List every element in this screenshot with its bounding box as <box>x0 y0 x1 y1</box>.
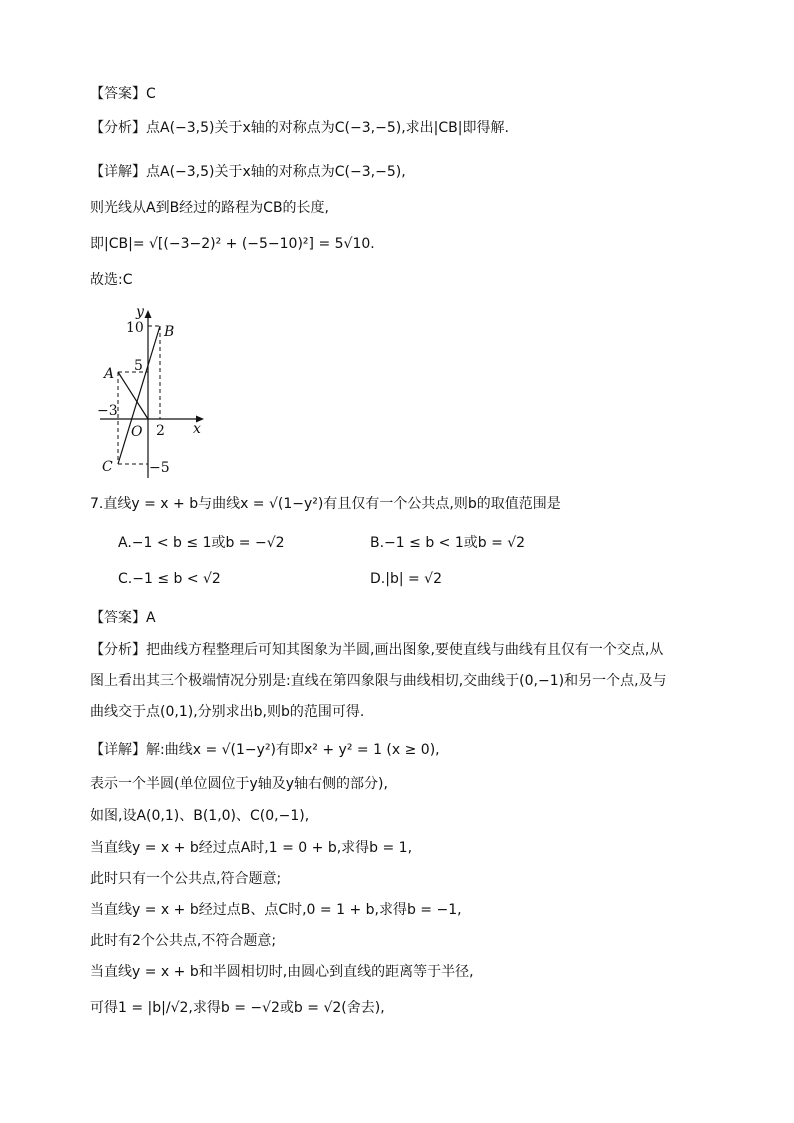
point-c-label: C <box>102 459 113 475</box>
q7-detail-3: 如图,设A(0,1)、B(1,0)、C(0,−1), <box>90 808 310 824</box>
q6-choose: 故选:C <box>90 272 133 288</box>
q7-option-d: D.|b| = √2 <box>370 571 443 587</box>
x-axis-label: x <box>193 421 201 437</box>
q7-analysis-2: 图上看出其三个极端情况分别是:直线在第四象限与曲线相切,交曲线于(0,−1)和另一个点,及与 <box>90 673 667 689</box>
y-axis-arrow <box>145 310 152 318</box>
q7-detail-8: 当直线y = x + b和半圆相切时,由圆心到直线的距离等于半径, <box>90 964 474 980</box>
segment-c-b <box>118 326 160 464</box>
point-b-label: B <box>164 324 175 340</box>
q7-analysis-3: 曲线交于点(0,1),分别求出b,则b的范围可得. <box>90 704 365 720</box>
q7-analysis-tag: 【分析】 <box>90 642 146 658</box>
q6-detail-3: 即|CB|= √[(−3−2)² + (−5−10)²] = 5√10. <box>90 236 375 252</box>
q7-detail-5: 此时只有一个公共点,符合题意; <box>90 871 282 887</box>
q6-detail-1 <box>90 162 406 182</box>
q7-option-a: A.−1 < b ≤ 1或b = −√2 <box>118 535 285 551</box>
q7-detail-2: 表示一个半圆(单位圆位于y轴及y轴右侧的部分), <box>90 776 388 792</box>
q7-detail-9: 可得1 = |b|/√2,求得b = −√2或b = √2(舍去), <box>90 1000 385 1016</box>
tick-2: 2 <box>156 423 165 439</box>
q7-detail-1 <box>90 740 440 760</box>
q6-answer: 【答案】C <box>90 86 156 102</box>
q7-analysis-1 <box>90 640 663 660</box>
y-axis-label: y <box>136 304 144 320</box>
q7-stem: 7.直线y = x + b与曲线x = √(1−y²)有且仅有一个公共点,则b的取值范围是 <box>90 496 561 512</box>
tick-neg3: −3 <box>97 403 118 419</box>
q6-detail-tag: 【详解】 <box>90 164 146 180</box>
q6-analysis-tag: 【分析】 <box>90 120 146 136</box>
q7-analysis-text-1: 把曲线方程整理后可知其图象为半圆,画出图象,要使直线与曲线有且仅有一个交点,从 <box>146 642 664 658</box>
origin-label: O <box>131 424 143 440</box>
q7-option-b: B.−1 ≤ b < 1或b = √2 <box>370 535 526 551</box>
q7-answer: 【答案】A <box>90 610 156 626</box>
q7-detail-text-1: 解:曲线x = √(1−y²)有即x² + y² = 1 (x ≥ 0), <box>146 742 440 758</box>
q7-detail-4: 当直线y = x + b经过点A时,1 = 0 + b,求得b = 1, <box>90 840 413 856</box>
q7-detail-7: 此时有2个公共点,不符合题意; <box>90 933 277 949</box>
q7-detail-tag: 【详解】 <box>90 742 146 758</box>
coordinate-graph <box>96 302 216 482</box>
q6-analysis <box>90 118 509 138</box>
q7-detail-6: 当直线y = x + b经过点B、点C时,0 = 1 + b,求得b = −1, <box>90 902 462 918</box>
tick-10: 10 <box>126 320 144 336</box>
q7-option-c: C.−1 ≤ b < √2 <box>118 571 221 587</box>
tick-neg5: −5 <box>149 460 170 476</box>
q6-analysis-text: 点A(−3,5)关于x轴的对称点为C(−3,−5),求出|CB|即得解. <box>146 120 509 136</box>
q6-detail-text-1: 点A(−3,5)关于x轴的对称点为C(−3,−5), <box>146 164 406 180</box>
q6-detail-2: 则光线从A到B经过的路程为CB的长度, <box>90 200 330 216</box>
point-a-label: A <box>104 366 115 382</box>
tick-5: 5 <box>134 358 143 374</box>
